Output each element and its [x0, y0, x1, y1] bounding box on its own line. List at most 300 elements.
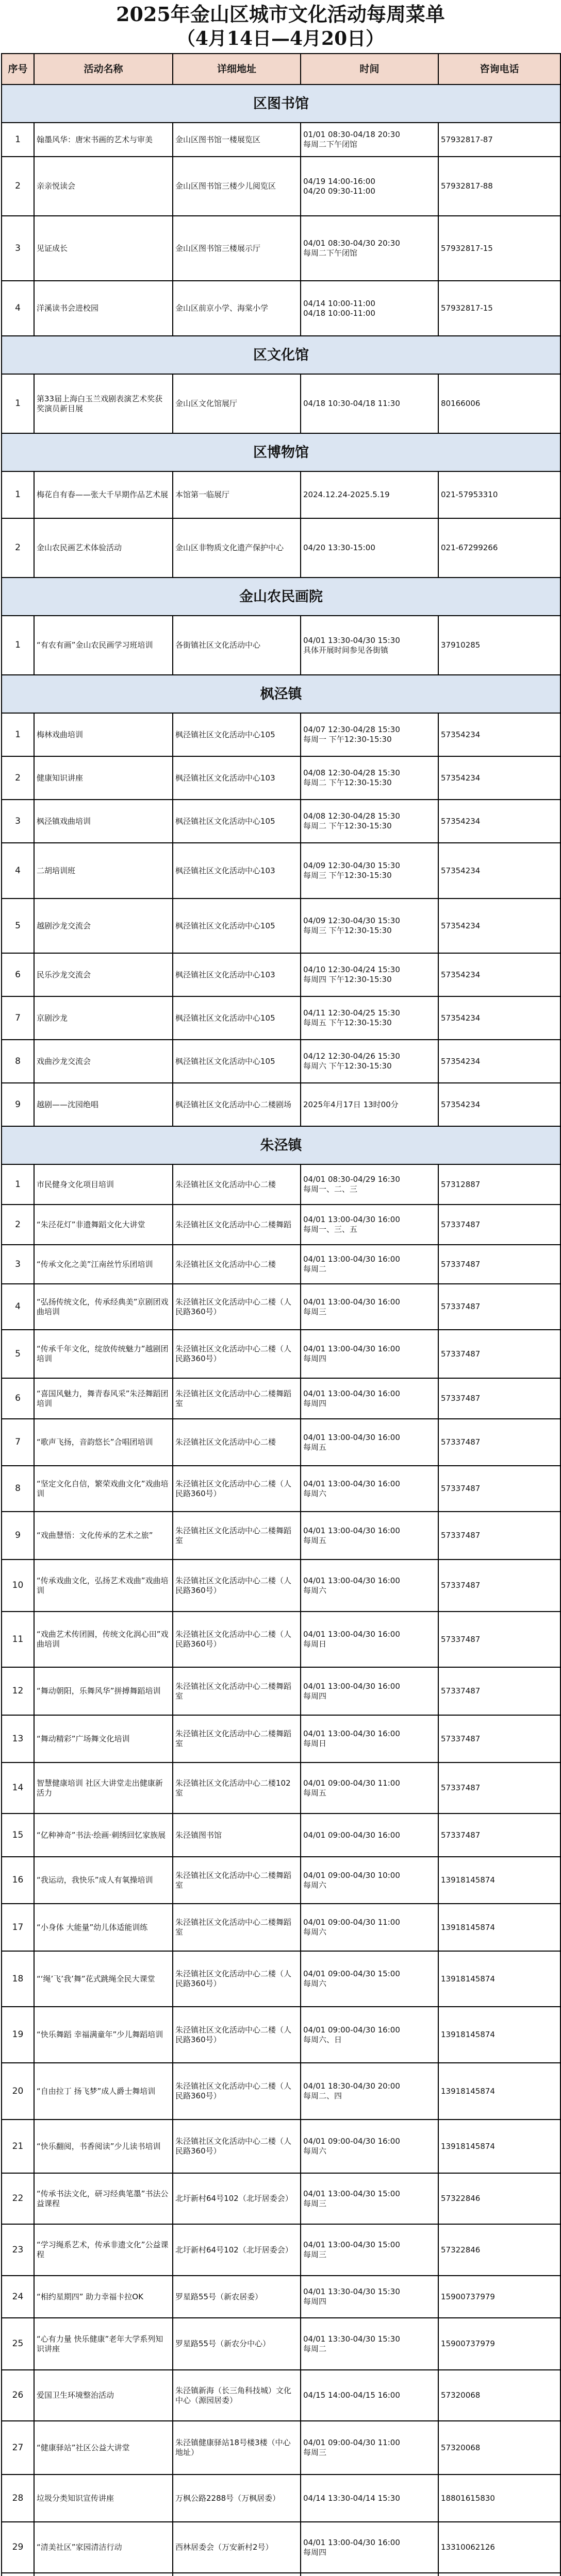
cell-time: 04/08 12:30-04/28 15:30 每周二 下午12:30-15:30: [301, 756, 438, 800]
cell-time: 04/01 13:00-04/30 16:00 每周日: [301, 1715, 438, 1762]
cell-phone: 57354234: [438, 996, 560, 1040]
cell-phone: 57337487: [438, 1284, 560, 1330]
cell-address: 朱泾镇社区文化活动中心二楼舞蹈室: [173, 1378, 301, 1419]
cell-address: 金山区图书馆三楼少儿阅览区: [173, 157, 301, 216]
cell-activity: 京剧沙龙: [34, 996, 173, 1040]
section-row: [2, 433, 560, 471]
table-row: [2, 843, 560, 899]
cell-activity: 亲亲悦读会: [34, 157, 173, 216]
cell-time: 04/07 12:30-04/28 15:30 每周一 下午12:30-15:30: [301, 713, 438, 756]
cell-phone: 57337487: [438, 1245, 560, 1284]
cell-no: 9: [2, 1083, 34, 1126]
table-row: [2, 953, 560, 996]
table-row: [2, 2475, 560, 2522]
cell-time: 04/01 09:00-04/30 10:00 每周六: [301, 1857, 438, 1904]
table-row: [2, 1205, 560, 1245]
table-row: [2, 1466, 560, 1512]
cell-address: 朱泾镇社区文化活动中心二楼（人民路360号）: [173, 1612, 301, 1667]
cell-time: 04/12 12:30-04/26 15:30 每周六 下午12:30-15:30: [301, 1040, 438, 1083]
page-title: 2025年金山区城市文化活动每周菜单: [116, 3, 445, 26]
cell-time: 04/01 13:00-04/30 16:00 每周日: [301, 1612, 438, 1667]
cell-no: 2: [2, 1205, 34, 1245]
section-title: 区文化馆: [2, 336, 560, 374]
cell-time: 04/09 12:30-04/30 15:30 每周三 下午12:30-15:30: [301, 843, 438, 899]
table-row: [2, 1378, 560, 1419]
cell-time: 04/15 14:00-04/15 16:00: [301, 2370, 438, 2421]
cell-no: 2: [2, 157, 34, 216]
cell-no: 25: [2, 2318, 34, 2370]
cell-no: 3: [2, 800, 34, 843]
cell-phone: 57337487: [438, 1419, 560, 1466]
section-row: [2, 84, 560, 123]
cell-address: 本馆第一临展厅: [173, 471, 301, 518]
cell-time: 04/01 09:00-04/30 11:00 每周六: [301, 1904, 438, 1951]
cell-time: 01/01 08:30-04/18 20:30 每周二下午闭馆: [301, 123, 438, 157]
page-subtitle: （4月14日—4月20日）: [176, 28, 385, 49]
cell-no: 15: [2, 1814, 34, 1857]
cell-address: 朱泾镇社区文化活动中心二楼舞蹈: [173, 1205, 301, 1245]
cell-activity: 市民健身文化项目培训: [34, 1164, 173, 1205]
table-row: [2, 996, 560, 1040]
table-row: [2, 471, 560, 518]
section-row: [2, 578, 560, 616]
cell-address: 枫泾镇社区文化活动中心103: [173, 953, 301, 996]
cell-activity: “坚定文化自信，繁荣戏曲文化”戏曲培训: [34, 1466, 173, 1512]
cell-no: 2: [2, 756, 34, 800]
cell-address: 朱泾镇社区文化活动中心二楼舞蹈室: [173, 1512, 301, 1560]
cell-address: 朱泾镇社区文化活动中心二楼（人民路360号）: [173, 2007, 301, 2063]
cell-time: 04/01 09:00-04/30 16:00 每周六、日: [301, 2007, 438, 2063]
cell-time: 04/01 13:00-04/30 15:00 每周三: [301, 2173, 438, 2224]
cell-phone: 57322846: [438, 2173, 560, 2224]
cell-time: 04/01 13:00-04/30 16:00 每周五: [301, 1419, 438, 1466]
table-row: [2, 2318, 560, 2370]
cell-no: 4: [2, 1284, 34, 1330]
cell-activity: 梅花自有春——张大千早期作品艺术展: [34, 471, 173, 518]
cell-address: 朱泾镇社区文化活动中心二楼（人民路360号）: [173, 1330, 301, 1378]
cell-no: 22: [2, 2173, 34, 2224]
cell-time: 04/01 09:00-04/30 15:00 每周六: [301, 1951, 438, 2007]
cell-address: 朱泾镇健康驿站18号楼3楼（中心地址）: [173, 2421, 301, 2475]
cell-address: 枫泾镇社区文化活动中心二楼剧场: [173, 1083, 301, 1126]
cell-no: 8: [2, 1040, 34, 1083]
schedule-body: [2, 84, 560, 2576]
cell-time: 04/01 09:00-04/30 11:00 每周三: [301, 2421, 438, 2475]
cell-no: 21: [2, 2120, 34, 2173]
cell-phone: 57337487: [438, 1667, 560, 1715]
cell-no: 4: [2, 281, 34, 336]
cell-no: 11: [2, 1612, 34, 1667]
cell-address: 西林居委会（万安新村2号）: [173, 2522, 301, 2573]
cell-time: 04/01 13:00-04/30 16:00 每周四: [301, 1378, 438, 1419]
cell-address: 枫泾镇社区文化活动中心105: [173, 800, 301, 843]
cell-activity: “‘绳’飞’我’舞”花式跳绳全民大课堂: [34, 1951, 173, 2007]
table-row: [2, 1560, 560, 1612]
cell-no: 26: [2, 2370, 34, 2421]
cell-no: 27: [2, 2421, 34, 2475]
cell-phone: 13918145874: [438, 2007, 560, 2063]
cell-phone: 57337487: [438, 1205, 560, 1245]
cell-activity: “亿种神奇”书法·绘画·刺绣回忆家族展: [34, 1814, 173, 1857]
cell-activity: “传承千年文化，绽放传统魅力”越剧团培训: [34, 1330, 173, 1378]
cell-no: 6: [2, 953, 34, 996]
table-row: [2, 123, 560, 157]
cell-activity: “小身体 大能量”幼儿体适能训练: [34, 1904, 173, 1951]
table-row: [2, 1512, 560, 1560]
cell-time: 2025年4月17日 13时00分: [301, 1083, 438, 1126]
cell-no: 5: [2, 899, 34, 953]
cell-address: 朱泾镇社区文化活动中心二楼（人民路360号）: [173, 1560, 301, 1612]
cell-activity: 越剧——沈园绝唱: [34, 1083, 173, 1126]
cell-activity: “自由拉丁 扬飞梦”成人爵士舞培训: [34, 2063, 173, 2120]
cell-address: 朱泾镇社区文化活动中心二楼（人民路360号）: [173, 1951, 301, 2007]
cell-activity: 民乐沙龙交流会: [34, 953, 173, 996]
cell-phone: 57337487: [438, 1330, 560, 1378]
cell-no: 2: [2, 518, 34, 578]
cell-address: 金山区前京小学、海棠小学: [173, 281, 301, 336]
cell-activity: “心有力量 快乐健康”老年大学系列知识讲座: [34, 2318, 173, 2370]
cell-phone: 80166006: [438, 374, 560, 433]
table-row: [2, 518, 560, 578]
cell-time: 04/14 10:00-11:00 04/18 10:00-11:00: [301, 281, 438, 336]
cell-no: 10: [2, 1560, 34, 1612]
cell-phone: 57354234: [438, 800, 560, 843]
cell-time: 04/19 14:00-16:00 04/20 09:30-11:00: [301, 157, 438, 216]
cell-no: 7: [2, 1419, 34, 1466]
cell-phone: 57354234: [438, 899, 560, 953]
cell-no: 1: [2, 471, 34, 518]
cell-time: [301, 2573, 438, 2576]
table-row: [2, 1245, 560, 1284]
table-row: [2, 1330, 560, 1378]
cell-phone: 57337487: [438, 1612, 560, 1667]
cell-no: 4: [2, 843, 34, 899]
cell-phone: 57337487: [438, 1715, 560, 1762]
cell-address: 朱泾镇社区文化活动中心二楼（人民路360号）: [173, 1466, 301, 1512]
cell-address: 金山区文化馆展厅: [173, 374, 301, 433]
table-row: [2, 1904, 560, 1951]
section-row: [2, 1126, 560, 1164]
cell-no: 5: [2, 1330, 34, 1378]
cell-time: 04/01 13:00-04/30 16:00 每周四: [301, 2522, 438, 2573]
cell-address: 金山区图书馆一楼展览区: [173, 123, 301, 157]
cell-time: 04/01 13:00-04/30 16:00 每周一、三、五: [301, 1205, 438, 1245]
cell-time: 04/01 13:00-04/30 16:00 每周四: [301, 1330, 438, 1378]
table-row: [2, 1951, 560, 2007]
table-row: [2, 1762, 560, 1814]
table-row: [2, 756, 560, 800]
table-row: [2, 2120, 560, 2173]
header-address: 详细地址: [173, 54, 301, 84]
table-row: [2, 2224, 560, 2276]
table-row: [2, 1715, 560, 1762]
cell-activity: “舞动精彩”广场舞文化培训: [34, 1715, 173, 1762]
cell-activity: 二胡培训班: [34, 843, 173, 899]
cell-activity: 健康知识讲座: [34, 756, 173, 800]
cell-address: 枫泾镇社区文化活动中心105: [173, 1040, 301, 1083]
cell-activity: “相约星期四” 助力幸福卡拉OK: [34, 2276, 173, 2318]
cell-phone: 13918145874: [438, 2120, 560, 2173]
cell-time: 04/01 13:30-04/30 15:30 每周二: [301, 2318, 438, 2370]
cell-phone: 57337487: [438, 1512, 560, 1560]
section-title: 金山农民画院: [2, 578, 560, 616]
cell-time: 04/01 13:00-04/30 16:00 每周五: [301, 1512, 438, 1560]
cell-address: 枫泾镇社区文化活动中心103: [173, 756, 301, 800]
cell-activity: “清美社区”家园清洁行动: [34, 2522, 173, 2573]
cell-time: 04/08 12:30-04/28 15:30 每周二 下午12:30-15:30: [301, 800, 438, 843]
cell-address: 朱泾镇社区文化活动中心二楼舞蹈室: [173, 1904, 301, 1951]
table-row: [2, 2063, 560, 2120]
cell-activity: “戏曲慧悟：文化传承的艺术之旅”: [34, 1512, 173, 1560]
cell-address: 朱泾镇社区文化活动中心二楼舞蹈室: [173, 1667, 301, 1715]
cell-no: 7: [2, 996, 34, 1040]
cell-no: 28: [2, 2475, 34, 2522]
cell-time: 04/01 08:30-04/29 16:30 每周一、二、三: [301, 1164, 438, 1205]
cell-activity: “快乐翻阅，书香阅读”少儿读书培训: [34, 2120, 173, 2173]
cell-address: 朱泾镇社区文化活动中心二楼（人民路360号）: [173, 1284, 301, 1330]
cell-time: 04/01 13:00-04/30 16:00 每周六: [301, 1466, 438, 1512]
cell-no: 18: [2, 1951, 34, 2007]
cell-no: 20: [2, 2063, 34, 2120]
section-title: 区博物馆: [2, 433, 560, 471]
table-row: [2, 2573, 560, 2576]
cell-phone: 13918145874: [438, 1857, 560, 1904]
cell-address: 金山区图书馆三楼展示厅: [173, 216, 301, 281]
cell-address: 罗星路55号（新农居委）: [173, 2276, 301, 2318]
cell-phone: 57320068: [438, 2421, 560, 2475]
cell-phone: 13310062126: [438, 2522, 560, 2573]
cell-time: 04/01 13:00-04/30 16:00 每周三: [301, 1284, 438, 1330]
schedule-table: [1, 53, 561, 2576]
cell-activity: 第33届上海白玉兰戏剧表演艺术奖获奖演员新目展: [34, 374, 173, 433]
cell-address: 朱泾镇社区文化活动中心二楼: [173, 1245, 301, 1284]
cell-address: 朱泾镇社区文化活动中心二楼舞蹈室: [173, 1857, 301, 1904]
cell-time: 04/11 12:30-04/25 15:30 每周五 下午12:30-15:30: [301, 996, 438, 1040]
cell-phone: 57337487: [438, 1560, 560, 1612]
cell-no: 1: [2, 616, 34, 675]
cell-activity: “健康驿站”社区公益大讲堂: [34, 2421, 173, 2475]
cell-no: 1: [2, 713, 34, 756]
cell-address: 枫泾镇社区文化活动中心105: [173, 899, 301, 953]
cell-activity: 金山农民画艺术体验活动: [34, 518, 173, 578]
header-time: 时间: [301, 54, 438, 84]
section-row: [2, 336, 560, 374]
cell-phone: 15900737979: [438, 2276, 560, 2318]
cell-time: 04/01 13:30-04/30 15:30 具体开展时间参见各街镇: [301, 616, 438, 675]
table-row: [2, 281, 560, 336]
section-title: 区图书馆: [2, 84, 560, 123]
cell-time: 04/18 10:30-04/18 11:30: [301, 374, 438, 433]
cell-time: 04/10 12:30-04/24 15:30 每周四 下午12:30-15:30: [301, 953, 438, 996]
cell-time: 04/01 13:00-04/30 16:00 每周六: [301, 1560, 438, 1612]
cell-phone: 13918145874: [438, 1951, 560, 2007]
table-row: [2, 616, 560, 675]
cell-phone: 18801615830: [438, 2475, 560, 2522]
cell-phone: 021-67299266: [438, 518, 560, 578]
cell-address: 枫泾镇社区文化活动中心103: [173, 843, 301, 899]
cell-phone: 57354234: [438, 713, 560, 756]
cell-time: 04/09 12:30-04/30 15:30 每周三 下午12:30-15:30: [301, 899, 438, 953]
header-no: 序号: [2, 54, 34, 84]
table-row: [2, 1857, 560, 1904]
header-activity: 活动名称: [34, 54, 173, 84]
section-title: 朱泾镇: [2, 1126, 560, 1164]
cell-no: 29: [2, 2522, 34, 2573]
table-row: [2, 157, 560, 216]
cell-address: 金山区非物质文化遗产保护中心: [173, 518, 301, 578]
table-row: [2, 2522, 560, 2573]
cell-phone: 57337487: [438, 1378, 560, 1419]
cell-phone: 57322846: [438, 2224, 560, 2276]
header-row: [2, 54, 560, 84]
cell-time: 04/01 18:30-04/30 20:00 每周二、四: [301, 2063, 438, 2120]
cell-phone: 57337487: [438, 1814, 560, 1857]
table-row: [2, 1284, 560, 1330]
cell-activity: 枫泾镇戏曲培训: [34, 800, 173, 843]
cell-phone: 57320068: [438, 2370, 560, 2421]
cell-time: 04/01 13:30-04/30 15:30 每周四: [301, 2276, 438, 2318]
cell-activity: “传承书法文化，研习经典笔墨”书法公益课程: [34, 2173, 173, 2224]
cell-phone: 57337487: [438, 1466, 560, 1512]
cell-activity: “歌声飞扬，音韵悠长”合唱团培训: [34, 1419, 173, 1466]
cell-activity: “朱泾花灯”非遗舞蹈文化大讲堂: [34, 1205, 173, 1245]
table-row: [2, 1419, 560, 1466]
cell-phone: 57354234: [438, 843, 560, 899]
cell-phone: 37910285: [438, 616, 560, 675]
table-row: [2, 899, 560, 953]
cell-activity: “我运动，我快乐”成人有氧操培训: [34, 1857, 173, 1904]
cell-phone: [438, 2573, 560, 2576]
cell-time: 04/01 09:00-04/30 11:00 每周五: [301, 1762, 438, 1814]
cell-address: 枫泾镇社区文化活动中心105: [173, 996, 301, 1040]
cell-no: 13: [2, 1715, 34, 1762]
section-title: 枫泾镇: [2, 675, 560, 713]
cell-address: 朱泾镇社区文化活动中心二楼102室: [173, 1762, 301, 1814]
cell-no: 16: [2, 1857, 34, 1904]
cell-address: 朱泾镇社区文化活动中心二楼: [173, 1419, 301, 1466]
cell-phone: 57932817-15: [438, 216, 560, 281]
cell-activity: 翰墨风华：唐宋书画的艺术与审美: [34, 123, 173, 157]
cell-phone: 13918145874: [438, 2063, 560, 2120]
cell-time: 04/01 13:00-04/30 16:00 每周四: [301, 1667, 438, 1715]
cell-activity: “传承文化之美”江南丝竹乐团培训: [34, 1245, 173, 1284]
table-row: [2, 2007, 560, 2063]
cell-activity: “戏曲艺术传团圆，传统文化润心田”戏曲培训: [34, 1612, 173, 1667]
cell-no: 1: [2, 1164, 34, 1205]
table-row: [2, 800, 560, 843]
cell-no: 8: [2, 1466, 34, 1512]
section-row: [2, 675, 560, 713]
cell-address: 朱泾镇社区文化活动中心二楼: [173, 1164, 301, 1205]
cell-address: 北圩新村64号102（北圩居委会）: [173, 2224, 301, 2276]
cell-no: 12: [2, 1667, 34, 1715]
cell-time: 04/20 13:30-15:00: [301, 518, 438, 578]
cell-phone: 15900737979: [438, 2318, 560, 2370]
table-row: [2, 713, 560, 756]
cell-address: 朱泾镇社区文化活动中心二楼（人民路360号）: [173, 2063, 301, 2120]
cell-address: 万枫公路2288号（万枫居委）: [173, 2475, 301, 2522]
cell-no: [2, 2573, 34, 2576]
table-row: [2, 1612, 560, 1667]
cell-no: 24: [2, 2276, 34, 2318]
table-row: [2, 216, 560, 281]
cell-no: 3: [2, 1245, 34, 1284]
cell-no: 17: [2, 1904, 34, 1951]
cell-address: 朱泾镇图书馆: [173, 1814, 301, 1857]
table-row: [2, 1083, 560, 1126]
cell-activity: 垃圾分类知识宣传讲座: [34, 2475, 173, 2522]
header-phone: 咨询电话: [438, 54, 560, 84]
cell-address: 北圩新村64号102（北圩居委会）: [173, 2173, 301, 2224]
cell-address: [173, 2573, 301, 2576]
cell-activity: “舞动朝阳，乐舞风华”拼搏舞蹈培训: [34, 1667, 173, 1715]
cell-activity: 智慧健康培训 社区大讲堂走出健康新活力: [34, 1762, 173, 1814]
cell-activity: 戏曲沙龙交流会: [34, 1040, 173, 1083]
cell-no: 3: [2, 216, 34, 281]
cell-address: 朱泾镇社区文化活动中心二楼舞蹈室: [173, 1715, 301, 1762]
cell-activity: 梅林戏曲培训: [34, 713, 173, 756]
cell-time: 04/01 08:30-04/30 20:30 每周二下午闭馆: [301, 216, 438, 281]
cell-activity: 见证成长: [34, 216, 173, 281]
cell-time: 04/01 13:00-04/30 15:00 每周三: [301, 2224, 438, 2276]
cell-activity: “传承戏曲文化，弘扬艺术戏曲”戏曲培训: [34, 1560, 173, 1612]
table-row: [2, 2370, 560, 2421]
cell-phone: 021-57953310: [438, 471, 560, 518]
cell-no: 23: [2, 2224, 34, 2276]
cell-activity: “喜国风魅力，舞青春风采”朱泾舞蹈团培训: [34, 1378, 173, 1419]
cell-address: 朱泾镇新海（长三角科技城）文化中心（源园居委）: [173, 2370, 301, 2421]
cell-no: 9: [2, 1512, 34, 1560]
cell-phone: 57932817-88: [438, 157, 560, 216]
cell-phone: 57932817-15: [438, 281, 560, 336]
cell-activity: 洋溪读书会进校园: [34, 281, 173, 336]
cell-phone: 57354234: [438, 953, 560, 996]
cell-activity: “弘扬传统文化，传承经典美”京剧团戏曲培训: [34, 1284, 173, 1330]
cell-address: 各街镇社区文化活动中心: [173, 616, 301, 675]
cell-phone: 13918145874: [438, 1904, 560, 1951]
cell-activity: 越剧沙龙交流会: [34, 899, 173, 953]
cell-address: 朱泾镇社区文化活动中心二楼（人民路360号）: [173, 2120, 301, 2173]
cell-phone: 57312887: [438, 1164, 560, 1205]
cell-address: 枫泾镇社区文化活动中心105: [173, 713, 301, 756]
cell-activity: “有农有画”金山农民画学习班培训: [34, 616, 173, 675]
table-row: [2, 374, 560, 433]
cell-time: 04/14 13:30-04/14 15:30: [301, 2475, 438, 2522]
cell-no: 19: [2, 2007, 34, 2063]
cell-time: 04/01 09:00-04/30 16:00 每周六: [301, 2120, 438, 2173]
table-row: [2, 2173, 560, 2224]
table-row: [2, 2421, 560, 2475]
table-row: [2, 1040, 560, 1083]
cell-phone: 57354234: [438, 756, 560, 800]
table-row: [2, 1814, 560, 1857]
cell-address: 罗星路55号（新农分中心）: [173, 2318, 301, 2370]
cell-phone: 57354234: [438, 1040, 560, 1083]
cell-time: 04/01 13:00-04/30 16:00 每周二: [301, 1245, 438, 1284]
cell-no: 6: [2, 1378, 34, 1419]
cell-phone: 57337487: [438, 1762, 560, 1814]
table-row: [2, 1667, 560, 1715]
cell-time: 04/01 09:00-04/30 16:00: [301, 1814, 438, 1857]
cell-activity: [34, 2573, 173, 2576]
cell-phone: 57932817-87: [438, 123, 560, 157]
cell-activity: “学习绳系艺术，传承非遗文化”公益课程: [34, 2224, 173, 2276]
cell-no: 1: [2, 123, 34, 157]
cell-activity: 爱国卫生环境整治活动: [34, 2370, 173, 2421]
table-row: [2, 1164, 560, 1205]
cell-no: 1: [2, 374, 34, 433]
table-row: [2, 2276, 560, 2318]
